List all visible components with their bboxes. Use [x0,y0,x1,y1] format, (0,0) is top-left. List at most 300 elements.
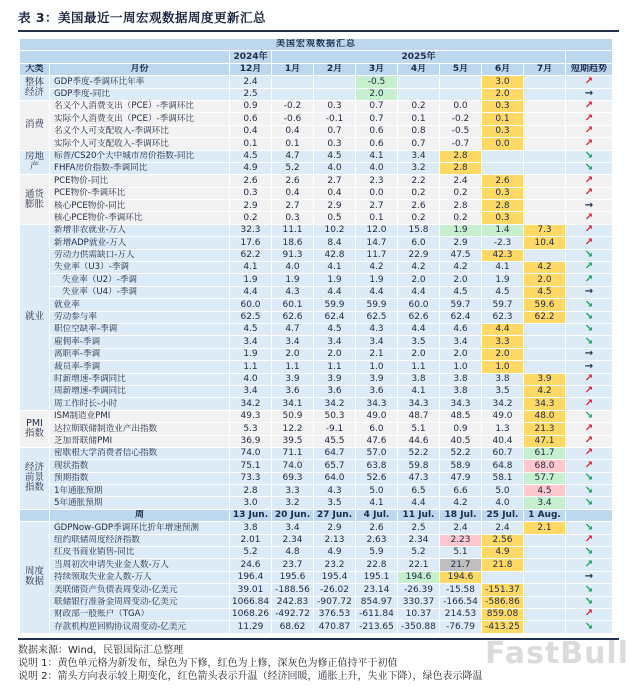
table-row [20,522,613,534]
value-cell: 0.1 [272,138,314,150]
value-cell: 60.7 [482,447,524,459]
trend-cell [566,435,613,447]
value-cell: 47.5 [440,249,482,261]
legend-note-2: 说明 2：箭头方向表示较上期变化，红色箭头表示升温（经济回暖，通胀上升，失业下降），绿色表示降温 [18,670,483,682]
value-cell: 47.3 [398,472,440,484]
value-cell: 3.6 [356,385,398,397]
value-cell: -611.84 [356,608,398,620]
month-header: 5月 [440,63,482,75]
value-cell: 4.5 [230,323,272,335]
week-header: 1 Aug. [524,509,566,521]
value-cell: 1.9 [440,224,482,236]
trend-cell [566,485,613,497]
value-cell: 6.0 [356,423,398,435]
value-cell: 22.9 [398,249,440,261]
value-cell: 0.7 [356,113,398,125]
value-cell: 2.5 [230,88,272,100]
trend-cell [566,274,613,286]
value-cell: 0.3 [272,212,314,224]
year-2024-label: 2024年 [230,51,272,63]
value-cell: 1.1 [230,361,272,373]
indicator-name: 核心PCE物价-同比 [50,200,230,212]
value-cell [524,175,566,187]
value-cell: 0.1 [356,212,398,224]
value-cell: 12.0 [356,224,398,236]
month-header: 4月 [398,63,440,75]
trend-down-green-icon: ↘ [584,596,594,608]
value-cell [524,187,566,199]
indicator-name: 密歇根大学消费者信心指数 [50,447,230,459]
value-cell [524,534,566,546]
value-cell: 2.0 [356,88,398,100]
table-row [20,460,613,472]
value-cell: 49.0 [482,410,524,422]
indicator-name: 当周初次申请失业金人数-万人 [50,559,230,571]
value-cell: -26.02 [314,584,356,596]
value-cell: 6.0 [398,237,440,249]
value-cell [272,88,314,100]
value-cell [524,76,566,88]
value-cell: 0.7 [314,125,356,137]
value-cell: 3.4 [272,336,314,348]
value-cell: 2.13 [314,534,356,546]
value-cell: 22.8 [356,559,398,571]
trend-cell [566,200,613,212]
indicator-name: 芝加哥联储PMI [50,435,230,447]
year-row [20,51,613,63]
trend-cell [566,534,613,546]
value-cell: 1.0 [356,361,398,373]
value-cell: 2.6 [398,200,440,212]
value-cell: 0.6 [356,138,398,150]
table-row [20,88,613,100]
value-cell: 4.1 [356,497,398,509]
trend-down-green-icon: ↘ [584,484,594,496]
table-row [20,323,613,335]
value-cell: 59.7 [482,299,524,311]
trend-down-green-icon: ↘ [584,323,594,335]
trend-right-icon: → [584,348,594,360]
value-cell [524,138,566,150]
value-cell: 4.3 [314,485,356,497]
trend-cell [566,497,613,509]
value-cell: 0.3 [482,187,524,199]
trend-down-green-icon: ↘ [584,162,594,174]
value-cell: 15.8 [398,224,440,236]
table-row [20,361,613,373]
value-cell: 64.8 [482,460,524,472]
value-cell: 0.3 [482,100,524,112]
value-cell: 3.2 [272,497,314,509]
value-cell: 2.56 [482,534,524,546]
indicator-name: ISM制造业PMI [50,410,230,422]
value-cell: 1068.26 [230,608,272,620]
value-cell: 2.0 [272,348,314,360]
indicator-name: GDPNow-GDP季调环比折年增速预测 [50,522,230,534]
indicator-name: 失业率（U2）-季调 [50,274,230,286]
value-cell: 2.1 [356,348,398,360]
value-cell: 71.1 [272,447,314,459]
indicator-name: 名义个人可支配收入-季调环比 [50,125,230,137]
month-header: 3月 [356,63,398,75]
value-cell: 60.0 [230,299,272,311]
value-cell [314,76,356,88]
value-cell: 0.5 [314,212,356,224]
table-row [20,547,613,559]
table-row [20,274,613,286]
value-cell [524,323,566,335]
value-cell: -0.6 [272,113,314,125]
value-cell [524,113,566,125]
value-cell [524,249,566,261]
value-cell: 4.1 [314,262,356,274]
indicator-name: 离职率-季调 [50,348,230,360]
trend-cell [566,113,613,125]
indicator-name: 财政部一般账户（TGA） [50,608,230,620]
value-cell: 2.0 [398,348,440,360]
value-cell: 49.3 [230,410,272,422]
value-cell: 23.7 [272,559,314,571]
table-row [20,571,613,583]
indicator-name: 达拉斯联储制造业产出指数 [50,423,230,435]
trend-cell [566,224,613,236]
value-cell: 0.0 [482,138,524,150]
value-cell: -586.86 [482,596,524,608]
value-cell: 3.4 [272,522,314,534]
value-cell: 4.5 [524,286,566,298]
value-cell: 2.0 [440,274,482,286]
value-cell: 0.2 [398,212,440,224]
value-cell: 4.7 [272,150,314,162]
trend-cell [566,262,613,274]
trend-cell [566,175,613,187]
trend-up-red-icon: ↗ [584,435,594,446]
value-cell: 3.5 [314,497,356,509]
trend-cell [566,150,613,162]
value-cell: 52.2 [398,447,440,459]
value-cell: 1.1 [314,361,356,373]
value-cell: -188.56 [272,584,314,596]
value-cell: 42.8 [314,249,356,261]
trend-cell [566,323,613,335]
value-cell: 6.6 [440,485,482,497]
value-cell: 34.2 [482,398,524,410]
value-cell: 0.0 [440,100,482,112]
value-cell: 5.2 [272,162,314,174]
category-label: PMI指数 [20,410,50,447]
value-cell: 3.9 [524,373,566,385]
table-row [20,224,613,236]
value-cell: 4.2 [524,385,566,397]
trend-cell [566,398,613,410]
table-row [20,311,613,323]
value-cell: 195.4 [314,571,356,583]
value-cell: 0.9 [230,100,272,112]
value-cell: 1.9 [482,274,524,286]
value-cell: 3.5 [398,336,440,348]
value-cell: 195.6 [272,571,314,583]
value-cell: 42.3 [482,249,524,261]
trend-down-green-icon: ↘ [584,410,594,422]
value-cell: 5.3 [230,423,272,435]
value-cell: 3.4 [524,497,566,509]
indicator-name: 周工作时长-小时 [50,398,230,410]
value-cell: 0.3 [482,212,524,224]
table-row [20,138,613,150]
trend-up-red-icon: ↗ [584,397,594,409]
value-cell: -166.54 [440,596,482,608]
trend-cell [566,138,613,150]
table-row [20,621,613,633]
value-cell: 2.7 [272,200,314,212]
value-cell: 4.2 [524,262,566,274]
value-cell: 34.3 [356,398,398,410]
value-cell: 0.2 [398,187,440,199]
value-cell: 4.3 [272,286,314,298]
trend-cell [566,385,613,397]
value-cell [398,88,440,100]
value-cell: 0.4 [230,125,272,137]
value-cell: 2.23 [440,534,482,546]
trend-cell [566,100,613,112]
value-cell: 73.3 [230,472,272,484]
value-cell: -76.79 [440,621,482,633]
value-cell: 47.1 [524,435,566,447]
value-cell [524,212,566,224]
value-cell: 2.7 [314,175,356,187]
category-label: 周度数据 [20,522,50,634]
table-row [20,237,613,249]
indicator-name: 预期指数 [50,472,230,484]
value-cell [482,150,524,162]
value-cell: 59.7 [440,299,482,311]
value-cell: -0.1 [314,113,356,125]
indicator-name: 职位空缺率-季调 [50,323,230,335]
trend-cell [566,472,613,484]
trend-cell [566,621,613,633]
value-cell [440,76,482,88]
value-cell: 0.4 [314,187,356,199]
value-cell: 3.8 [230,522,272,534]
value-cell: 4.1 [482,262,524,274]
month-header: 2月 [314,63,356,75]
value-cell: 0.7 [356,100,398,112]
value-cell: 4.2 [398,262,440,274]
value-cell: 242.83 [272,596,314,608]
table-row [20,187,613,199]
value-cell: 5.0 [356,485,398,497]
indicator-name: 核心PCE物价-季调环比 [50,212,230,224]
table-row [20,175,613,187]
value-cell: 2.0 [482,348,524,360]
value-cell: 34.2 [230,398,272,410]
trend-up-red-icon: ↗ [584,224,594,236]
value-cell: 5.2 [398,547,440,559]
table-row [20,608,613,620]
trend-right-icon: → [584,199,594,211]
table-row [20,262,613,274]
value-cell: 2.4 [230,76,272,88]
trend-cell [566,286,613,298]
category-label: 就业 [20,224,50,410]
value-cell [524,621,566,633]
value-cell: 2.8 [482,200,524,212]
value-cell: 4.1 [230,262,272,274]
value-cell: 47.6 [356,435,398,447]
value-cell: 3.8 [398,373,440,385]
table-row [20,212,613,224]
value-cell: 854.97 [356,596,398,608]
col-header-category: 大类 [20,63,50,75]
trend-up-red-icon: ↗ [584,174,594,186]
value-cell: 21.3 [524,423,566,435]
value-cell: 2.8 [440,162,482,174]
value-cell [524,596,566,608]
value-cell: 4.0 [272,262,314,274]
value-cell: 5.1 [398,423,440,435]
value-cell: 2.8 [440,200,482,212]
value-cell [482,162,524,174]
indicator-name: 时薪增速-季调同比 [50,373,230,385]
indicator-name: 劳动参与率 [50,311,230,323]
value-cell: 196.4 [230,571,272,583]
value-cell: -350.88 [398,621,440,633]
value-cell: 2.6 [356,522,398,534]
table-row [20,497,613,509]
value-cell: 62.2 [230,249,272,261]
trend-cell [566,373,613,385]
value-cell: 62.6 [398,311,440,323]
value-cell: 5.0 [482,485,524,497]
value-cell [524,100,566,112]
value-cell: 65.7 [314,460,356,472]
value-cell: 376.53 [314,608,356,620]
value-cell: 4.0 [482,497,524,509]
value-cell [482,571,524,583]
value-cell: 1.1 [272,361,314,373]
table-row [20,100,613,112]
value-cell: 2.6 [272,175,314,187]
trend-down-green-icon: ↘ [584,496,594,508]
value-cell: 24.6 [230,559,272,571]
value-cell: -26.39 [398,584,440,596]
value-cell [524,361,566,373]
value-cell: 0.3 [482,125,524,137]
trend-right-icon: → [584,286,594,298]
value-cell: 0.3 [314,138,356,150]
value-cell: -9.1 [314,423,356,435]
value-cell: 4.5 [440,286,482,298]
trend-up-green-icon: ↗ [584,273,594,285]
legend-note-1: 说明 1：黄色单元格为新发布，绿色为下修，红色为上修，深灰色为修正值持平于初值 [18,657,398,669]
value-cell: 0.8 [398,125,440,137]
value-cell: 4.4 [314,286,356,298]
trend-cell [566,88,613,100]
value-cell: 3.8 [440,385,482,397]
value-cell: 3.8 [440,373,482,385]
col-header-trend: 短期趋势 [566,63,613,75]
trend-up-red-icon: ↗ [584,447,594,459]
value-cell: 45.5 [314,435,356,447]
value-cell: 23.14 [356,584,398,596]
trend-up-red-icon: ↗ [584,459,594,471]
value-cell: 4.5 [524,485,566,497]
value-cell: 40.5 [440,435,482,447]
value-cell: 214.53 [440,608,482,620]
week-header: 27 Jun. [314,509,356,521]
trend-cell [566,237,613,249]
value-cell: 195.1 [356,571,398,583]
table-row [20,162,613,174]
value-cell: 48.7 [398,410,440,422]
value-cell: 18.6 [272,237,314,249]
table-row [20,336,613,348]
table-row [20,584,613,596]
value-cell: 11.1 [272,224,314,236]
trend-cell [566,249,613,261]
data-source-note: 数据来源：Wind，民银国际汇总整理 [18,644,184,656]
value-cell: 11.7 [356,249,398,261]
value-cell [524,162,566,174]
value-cell: 32.3 [230,224,272,236]
value-cell: 4.5 [230,150,272,162]
value-cell: 2.9 [314,200,356,212]
value-cell: 4.4 [482,323,524,335]
value-cell: 62.5 [230,311,272,323]
value-cell: 4.1 [356,150,398,162]
value-cell [524,584,566,596]
value-cell: 2.4 [440,175,482,187]
value-cell: 62.4 [314,311,356,323]
value-cell: 63.8 [356,460,398,472]
table-row [20,410,613,422]
month-header: 1月 [272,63,314,75]
trend-down-green-icon: ↘ [584,620,594,632]
month-header: 6月 [482,63,524,75]
indicator-name: PCE物价-季调环比 [50,187,230,199]
indicator-name: 联储银行准备金周周变动-亿美元 [50,596,230,608]
indicator-name: 周薪增速-季调同比 [50,385,230,397]
value-cell: 4.4 [398,286,440,298]
week-header: 11 Jul. [398,509,440,521]
value-cell: 4.0 [314,162,356,174]
category-label: 经济前景指数 [20,447,50,509]
value-cell: 0.4 [272,125,314,137]
trend-cell [566,596,613,608]
value-cell: -413.25 [482,621,524,633]
trend-up-red-icon: ↗ [584,125,594,137]
value-cell [272,76,314,88]
week-header-row [20,509,613,521]
value-cell: 48.5 [440,410,482,422]
value-cell: 91.3 [272,249,314,261]
trend-up-green-icon: ↗ [584,558,594,570]
value-cell: -151.37 [482,584,524,596]
indicator-name: 新增ADP就业-万人 [50,237,230,249]
category-label: 通货膨胀 [20,175,50,225]
value-cell: 21.8 [482,559,524,571]
value-cell: 50.9 [272,410,314,422]
value-cell: 61.7 [524,447,566,459]
trend-cell [566,299,613,311]
value-cell [524,200,566,212]
empty-cell [20,509,50,521]
value-cell: 5.1 [440,547,482,559]
table-row [20,249,613,261]
value-cell: 40.4 [482,435,524,447]
value-cell: 4.9 [314,547,356,559]
value-cell: 58.9 [440,460,482,472]
